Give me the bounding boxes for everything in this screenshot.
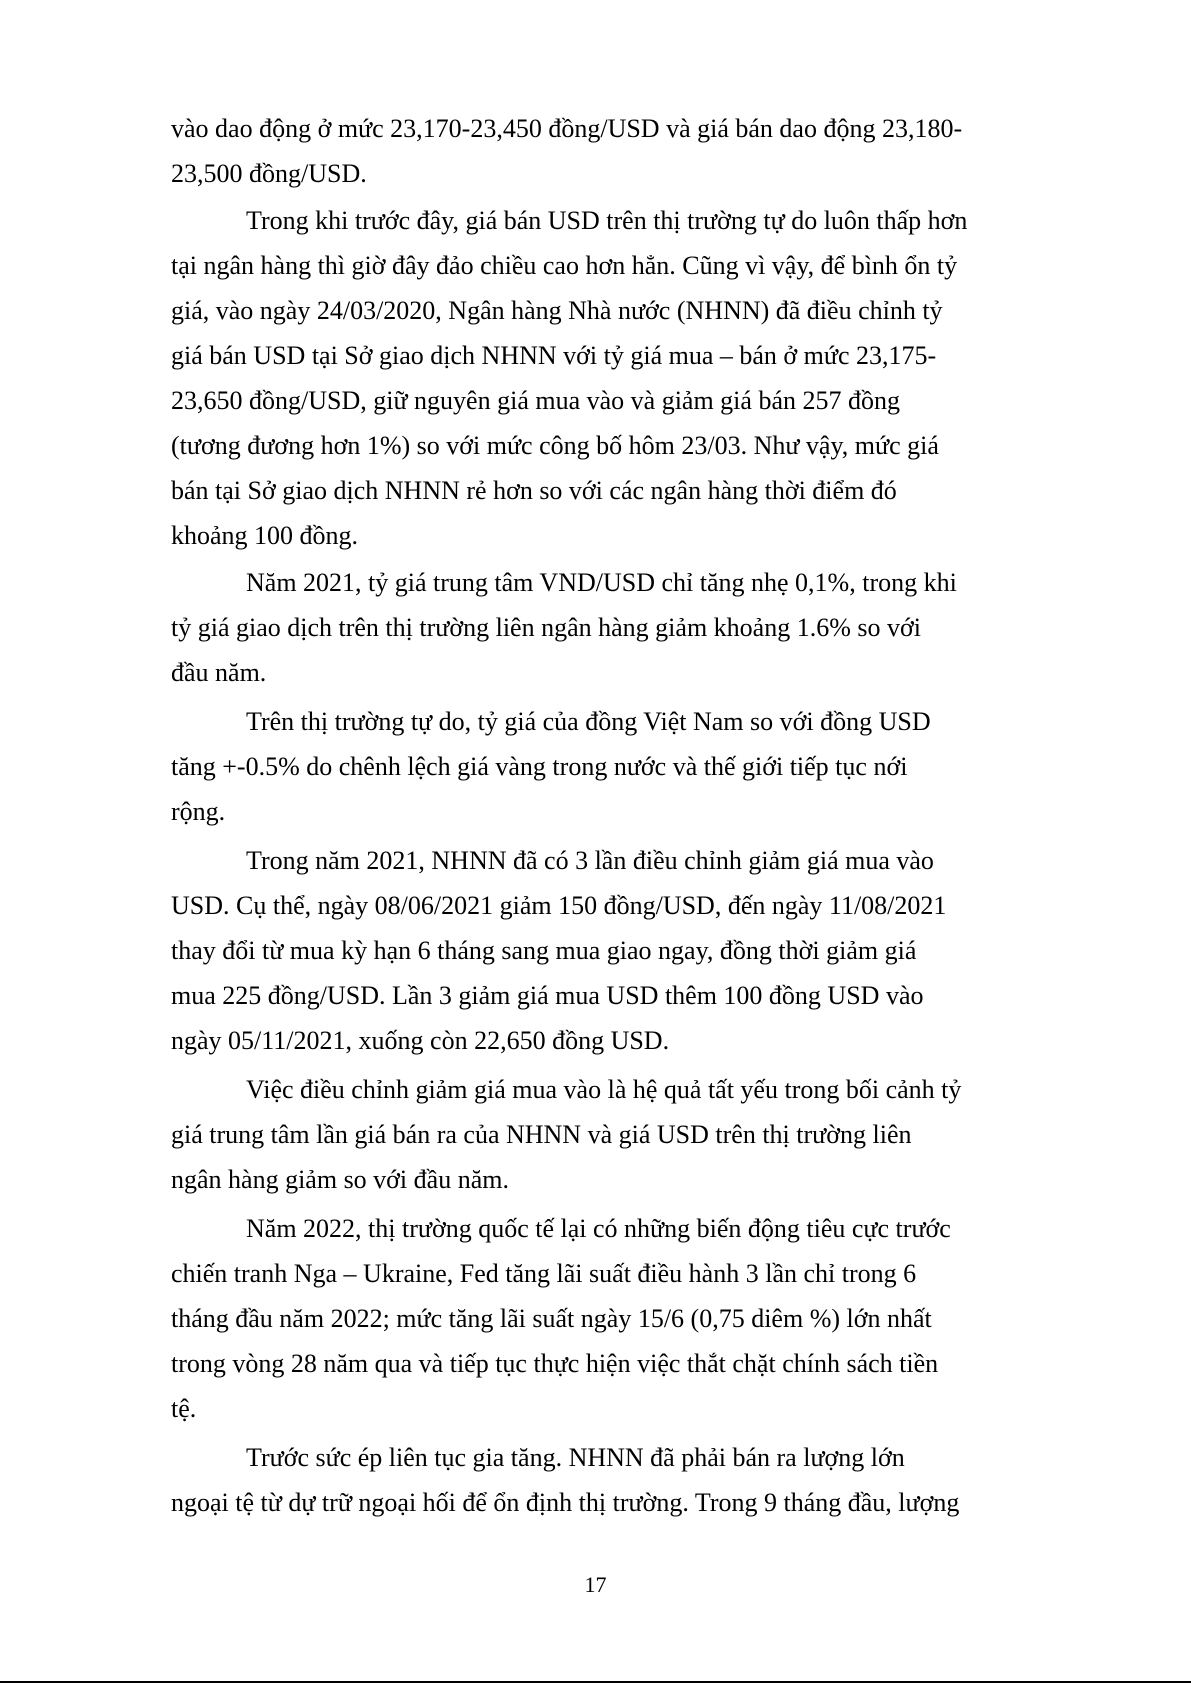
text-line: chiến tranh Nga – Ukraine, Fed tăng lãi suất điều hành 3 lần chỉ trong 6 [171,1259,917,1288]
text-line: đầu năm. [171,658,267,687]
text-line: ngày 05/11/2021, xuống còn 22,650 đồng USD. [171,1026,670,1055]
text-line: ngoại tệ từ dự trữ ngoại hối để ổn định thị trường. Trong 9 tháng đầu, lượng [171,1488,960,1517]
text-line: trong vòng 28 năm qua và tiếp tục thực hiện việc thắt chặt chính sách tiền [171,1349,939,1378]
page-number: 17 [584,1572,607,1597]
text-line: ngân hàng giảm so với đầu năm. [171,1165,509,1194]
text-line: tệ. [171,1394,197,1423]
paragraph-first-line: Năm 2022, thị trường quốc tế lại có những biến động tiêu cực trước [246,1214,951,1243]
text-line: bán tại Sở giao dịch NHNN rẻ hơn so với các ngân hàng thời điểm đó [171,476,897,505]
text-line: tháng đầu năm 2022; mức tăng lãi suất ngày 15/6 (0,75 diêm %) lớn nhất [171,1304,932,1333]
text-line: tại ngân hàng thì giờ đây đảo chiều cao hơn hẳn. Cũng vì vậy, để bình ổn tỷ [171,251,958,280]
text-line: 23,650 đồng/USD, giữ nguyên giá mua vào và giảm giá bán 257 đồng [171,386,900,415]
text-line: khoảng 100 đồng. [171,521,359,550]
text-line: (tương đương hơn 1%) so với mức công bố hôm 23/03. Như vậy, mức giá [171,431,939,460]
paragraph-first-line: Trong năm 2021, NHNN đã có 3 lần điều chỉnh giảm giá mua vào [246,846,934,875]
paragraph-first-line: Trên thị trường tự do, tỷ giá của đồng Việt Nam so với đồng USD [246,707,931,736]
paragraph-first-line: Trước sức ép liên tục gia tăng. NHNN đã phải bán ra lượng lớn [246,1443,905,1472]
text-line: USD. Cụ thể, ngày 08/06/2021 giảm 150 đồng/USD, đến ngày 11/08/2021 [171,891,947,920]
text-line: thay đổi từ mua kỳ hạn 6 tháng sang mua giao ngay, đồng thời giảm giá [171,936,917,965]
text-line: vào dao động ở mức 23,170-23,450 đồng/USD và giá bán dao động 23,180- [171,114,963,143]
bottom-rule [0,1681,1191,1683]
text-line: giá, vào ngày 24/03/2020, Ngân hàng Nhà nước (NHNN) đã điều chỉnh tỷ [171,296,943,325]
text-line: rộng. [171,797,226,826]
paragraph-first-line: Việc điều chỉnh giảm giá mua vào là hệ quả tất yếu trong bối cảnh tỷ [246,1075,962,1104]
text-line: mua 225 đồng/USD. Lần 3 giảm giá mua USD thêm 100 đồng USD vào [171,981,924,1010]
paragraph-first-line: Trong khi trước đây, giá bán USD trên thị trường tự do luôn thấp hơn [246,206,968,235]
text-line: tỷ giá giao dịch trên thị trường liên ngân hàng giảm khoảng 1.6% so với [171,613,921,642]
paragraph-first-line: Năm 2021, tỷ giá trung tâm VND/USD chỉ tăng nhẹ 0,1%, trong khi [246,568,957,597]
text-line: 23,500 đồng/USD. [171,159,367,188]
text-line: tăng +-0.5% do chênh lệch giá vàng trong nước và thế giới tiếp tục nới [171,752,908,781]
text-line: giá bán USD tại Sở giao dịch NHNN với tỷ giá mua – bán ở mức 23,175- [171,341,937,370]
text-line: giá trung tâm lần giá bán ra của NHNN và giá USD trên thị trường liên [171,1120,912,1149]
